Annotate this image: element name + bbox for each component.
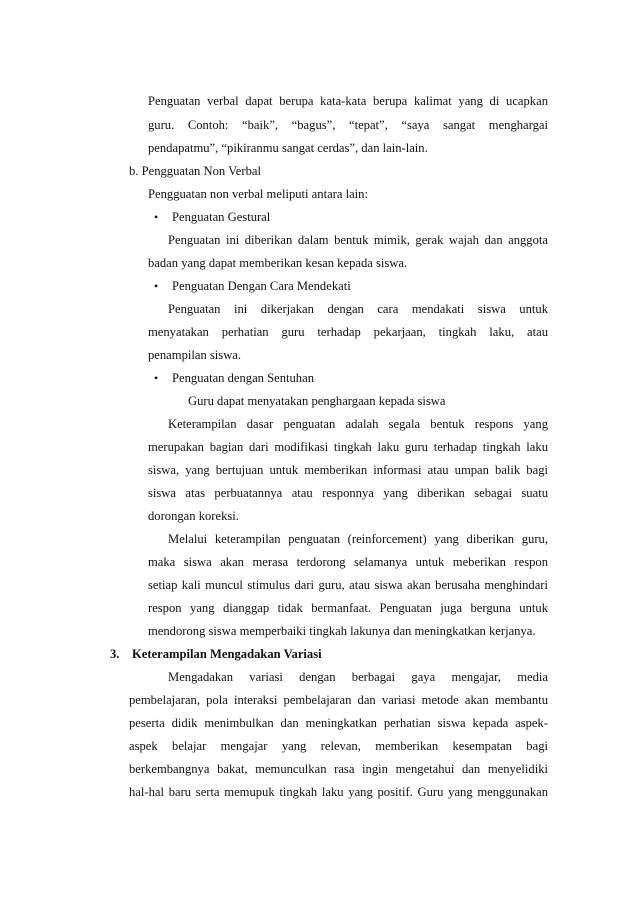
- section-number: 3.: [110, 647, 120, 661]
- subheading: b. Pengguatan Non Verbal: [129, 164, 261, 178]
- text-line: guru. Contoh: “baik”, “bagus”, “tepat”, “saya sangat menghargai: [148, 118, 548, 132]
- text-line: dorongan koreksi.: [148, 509, 239, 523]
- bullet-icon: •: [154, 279, 159, 293]
- text-line: hal-hal baru serta memupuk tingkah laku yang positif. Guru yang menggunakan: [129, 785, 548, 799]
- text-line: badan yang dapat memberikan kesan kepada siswa.: [148, 256, 408, 270]
- bullet-item: Penguatan Gestural: [172, 210, 271, 224]
- text-line: Keterampilan dasar penguatan adalah segala bentuk respons yang: [168, 417, 548, 431]
- text-line: maka siswa akan merasa terdorong selamanya untuk meberikan respon: [148, 555, 548, 569]
- text-line: peserta didik menimbulkan dan meningkatkan perhatian siswa kepada aspek-: [129, 716, 548, 730]
- text-line: siswa atas perbuatannya atau responnya yang diberikan sebagai suatu: [148, 486, 548, 500]
- text-line: menyatakan perhatian guru terhadap pekarjaan, tingkah laku, atau: [148, 325, 548, 339]
- bullet-icon: •: [154, 371, 159, 385]
- text-line: setiap kali muncul stimulus dari guru, atau siswa akan berusaha menghindari: [148, 578, 548, 592]
- bullet-icon: •: [154, 210, 159, 224]
- text-line: pembelajaran, pola interaksi pembelajaran dan variasi metode akan membantu: [129, 693, 548, 707]
- section-heading: Keterampilan Mengadakan Variasi: [132, 647, 322, 661]
- text-line: mendorong siswa memperbaiki tingkah lakunya dan meningkatkan kerjanya.: [148, 624, 536, 638]
- text-line: Penguatan ini dikerjakan dengan cara mendakati siswa untuk: [168, 302, 548, 316]
- text-line: Penguatan ini diberikan dalam bentuk mimik, gerak wajah dan anggota: [168, 233, 548, 247]
- bullet-item: Penguatan dengan Sentuhan: [172, 371, 314, 385]
- text-line: pendapatmu”, “pikiranmu sangat cerdas”, dan lain-lain.: [148, 141, 428, 155]
- text-line: Guru dapat menyatakan penghargaan kepada siswa: [188, 394, 446, 408]
- text-line: siswa, yang bertujuan untuk memberikan informasi atau umpan balik bagi: [148, 463, 548, 477]
- text-line: penampilan siswa.: [148, 348, 242, 362]
- text-line: respon yang dianggap tidak bermanfaat. Penguatan juga berguna untuk: [148, 601, 548, 615]
- text-line: merupakan bagian dari modifikasi tingkah laku guru terhadap tingkah laku: [148, 440, 548, 454]
- text-line: Penguatan verbal dapat berupa kata-kata berupa kalimat yang di ucapkan: [148, 94, 548, 108]
- text-line: Pengguatan non verbal meliputi antara lain:: [148, 187, 368, 201]
- text-line: Melalui keterampilan penguatan (reinforcement) yang diberikan guru,: [168, 532, 548, 546]
- text-line: aspek belajar mengajar yang relevan, memberikan kesempatan bagi: [129, 739, 548, 753]
- bullet-item: Penguatan Dengan Cara Mendekati: [172, 279, 351, 293]
- text-line: Mengadakan variasi dengan berbagai gaya mengajar, media: [168, 670, 548, 684]
- text-line: berkembangnya bakat, memunculkan rasa ingin mengetahui dan menyelidiki: [129, 762, 548, 776]
